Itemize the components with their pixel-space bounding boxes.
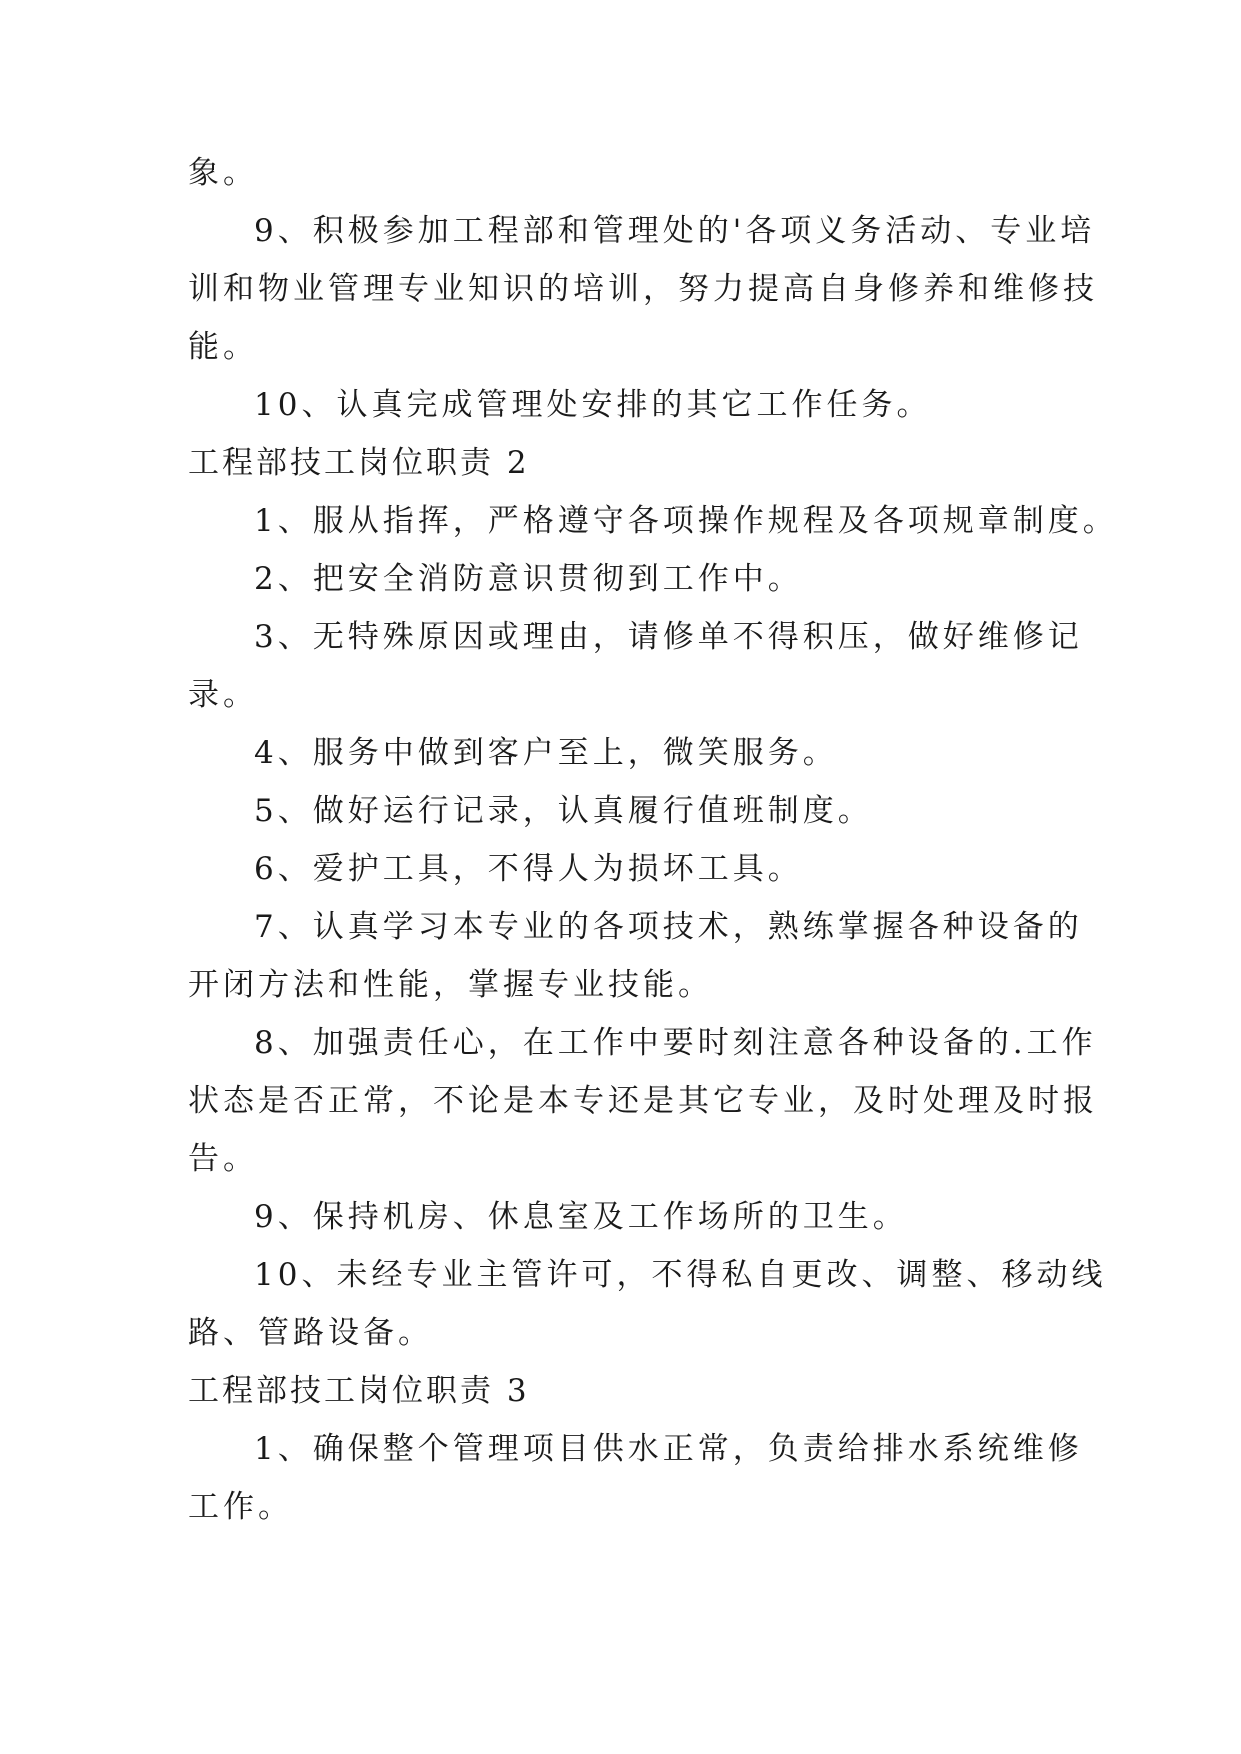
paragraph-line: 路、管路设备。 bbox=[188, 1315, 433, 1351]
paragraph-line: 1、服从指挥，严格遵守各项操作规程及各项规章制度。 bbox=[254, 503, 1118, 539]
paragraph-line: 2、把安全消防意识贯彻到工作中。 bbox=[254, 561, 803, 597]
paragraph-line: 告。 bbox=[188, 1141, 258, 1177]
paragraph-line: 6、爱护工具，不得人为损坏工具。 bbox=[254, 851, 803, 887]
section-heading: 工程部技工岗位职责 2 bbox=[188, 445, 530, 481]
paragraph-line: 象。 bbox=[188, 155, 258, 191]
paragraph-line: 8、加强责任心，在工作中要时刻注意各种设备的.工作 bbox=[254, 1025, 1097, 1061]
paragraph-line: 状态是否正常，不论是本专还是其它专业，及时处理及时报 bbox=[188, 1083, 1098, 1119]
paragraph-line: 9、积极参加工程部和管理处的'各项义务活动、专业培 bbox=[254, 213, 1096, 249]
paragraph-line: 10、认真完成管理处安排的其它工作任务。 bbox=[254, 387, 932, 423]
paragraph-line: 3、无特殊原因或理由，请修单不得积压，做好维修记 bbox=[254, 619, 1083, 655]
paragraph-line: 10、未经专业主管许可，不得私自更改、调整、移动线 bbox=[254, 1257, 1107, 1293]
paragraph-line: 开闭方法和性能，掌握专业技能。 bbox=[188, 967, 713, 1003]
paragraph-line: 能。 bbox=[188, 329, 258, 365]
paragraph-line: 工作。 bbox=[188, 1489, 293, 1525]
paragraph-line: 5、做好运行记录，认真履行值班制度。 bbox=[254, 793, 873, 829]
paragraph-line: 训和物业管理专业知识的培训，努力提高自身修养和维修技 bbox=[188, 271, 1098, 307]
paragraph-line: 7、认真学习本专业的各项技术，熟练掌握各种设备的 bbox=[254, 909, 1083, 945]
paragraph-line: 录。 bbox=[188, 677, 258, 713]
paragraph-line: 9、保持机房、休息室及工作场所的卫生。 bbox=[254, 1199, 908, 1235]
section-heading: 工程部技工岗位职责 3 bbox=[188, 1373, 530, 1409]
paragraph-line: 1、确保整个管理项目供水正常，负责给排水系统维修 bbox=[254, 1431, 1083, 1467]
paragraph-line: 4、服务中做到客户至上，微笑服务。 bbox=[254, 735, 838, 771]
